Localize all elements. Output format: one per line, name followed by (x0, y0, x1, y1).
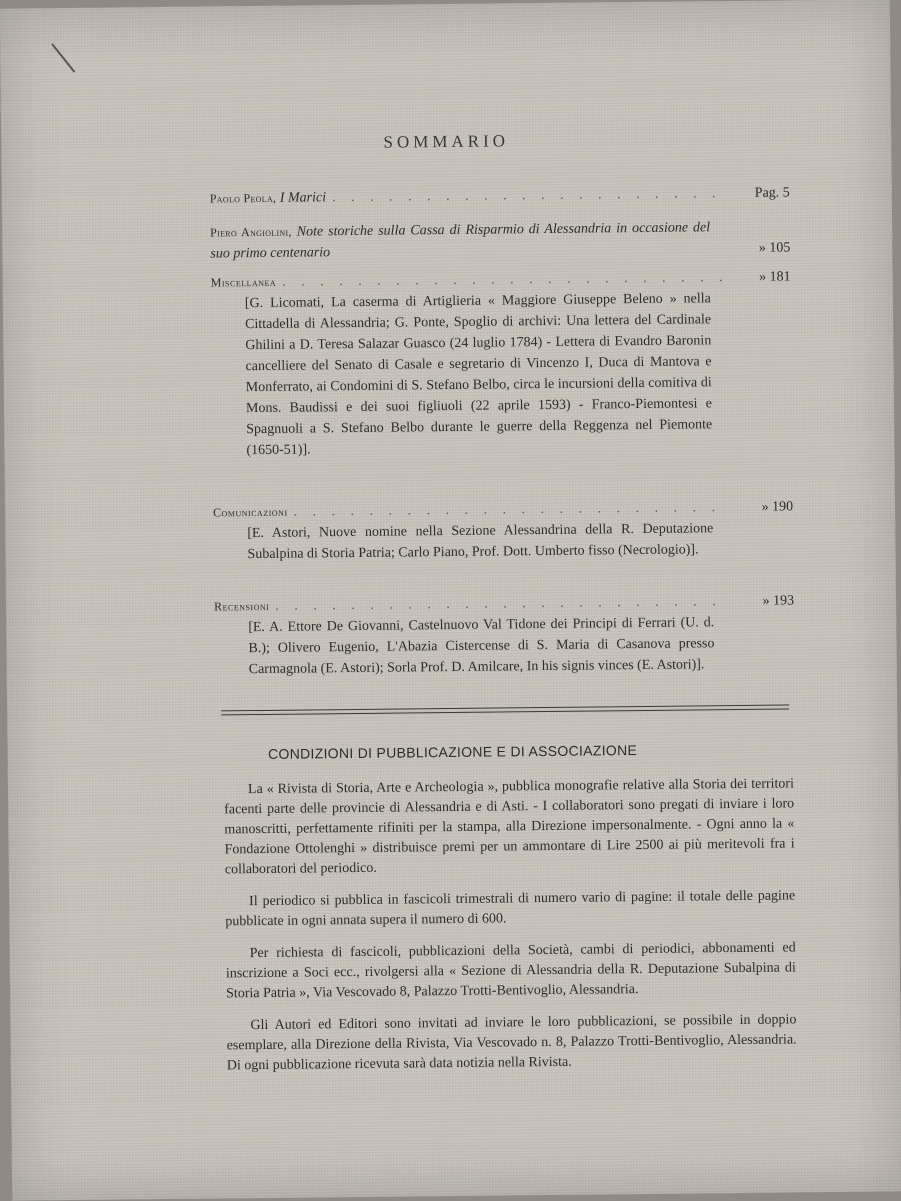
toc-page: » 190 (761, 499, 794, 515)
toc-page: » 105 (758, 240, 791, 256)
leader-dots (332, 183, 722, 208)
section-heading: Recensioni (213, 598, 270, 614)
section-detail: [E. Astori, Nuove nomine nella Sezione Alessandrina della R. Deputazione Subalpina di Storia Patria; Carlo Piano, Prof. Dott. Umberto fisso (Necrologio)]. (247, 521, 714, 563)
conditions-paragraph: Per richiesta di fascicoli, pubblicazioni della Società, cambi di periodici, abbonamenti ed inscrizione a Soci ecc., rivolgersi alla « Sezione di Alessandria della R. Deputazione Subalpina di Storia Patria », Via Vescovado 8, Palazzo Trotti-Bentivoglio, Alessandria. (225, 940, 796, 1002)
toc-entry-peola (210, 182, 790, 209)
pen-mark (51, 43, 75, 72)
toc-author: Paolo Peola, (209, 190, 277, 206)
toc-author: Piero Angiolini, (210, 224, 292, 240)
toc-entry-comunicazioni (213, 496, 794, 565)
toc-page: Pag. 5 (754, 185, 790, 201)
toc-entry-miscellanea (211, 266, 793, 461)
conditions-paragraph: Gli Autori ed Editori sono invitati ad inviare le loro pubblicazioni, se possibile in doppio esemplare, alla Direzione della Rivista, Via Vescovado n. 8, Palazzo Trotti-Bentivoglio, Alessandria. Di ogni pubblicazione ricevuta sarà data notizia nella Rivista. (226, 1012, 797, 1074)
toc-title: Note storiche sulla Cassa di Risparmio di Alessandria in occasione del suo primo centenario (210, 220, 711, 262)
conditions-paragraph: La « Rivista di Storia, Arte e Archeologia », pubblica monografie relative alla Storia dei territori facenti parte delle provincie di Alessandria e di Asti. - I collaboratori sono pregati di inviare i loro manoscritti, perfettamente rifiniti per la stampa, alla Direzione impersonalmente. - Ogni anno la « Fondazione Ottolenghi » distribuisce premi per un ammontare di Lire 2500 ai più meritevoli fra i collaboratori del periodico. (224, 776, 795, 878)
page-title: SOMMARIO (383, 131, 510, 152)
conditions-title: CONDIZIONI DI PUBBLICAZIONE E DI ASSOCIAZIONE (268, 742, 638, 762)
toc-title: I Marici (279, 190, 327, 206)
section-heading: Comunicazioni (212, 504, 288, 520)
toc-entry-angiolini (210, 216, 790, 264)
section-detail: [G. Licomati, La caserma di Artiglieria « Maggiore Giuseppe Beleno » nella Cittadella di Alessandria; G. Ponte, Spoglio di archivi: Una lettera del Cardinale Ghilini a D. Teresa Salazar Guasco (24 luglio 1784) - Lettera di Evandro Baronin cancelliere del Senato di Casale e segretario di Vincenzo I, Duca di Mantova e Monferrato, ai Condomini di S. Stefano Belbo, circa le incursioni della comitiva di Mons. Baudissi e dei suoi figliuoli (22 aprile 1593) - Franco-Piemontesi e Spagnuoli a S. Stefano Belbo durante le guerre della Reggenza nel Piemonte (1650-51)]. (244, 291, 713, 459)
toc-page: » 193 (762, 593, 795, 609)
toc-page: » 181 (759, 269, 791, 285)
double-rule-divider (221, 704, 789, 715)
conditions-paragraph: Il periodico si pubblica in fascicoli trimestrali di numero vario di pagine: il totale delle pagine pubblicate in ogni annata supera il numero di 600. (225, 888, 796, 930)
section-detail: [E. A. Ettore De Giovanni, Castelnuovo Val Tidone dei Principi di Ferrari (U. d. B.); Olivero Eugenio, L'Abazia Cistercense di S. Maria di Casanova presso Carmagnola (E. Astori); Sorla Prof. D. Amilcare, In his signis vinces (E. Astori)]. (248, 615, 715, 678)
conditions-body (224, 774, 797, 1088)
toc-entry-recensioni (214, 590, 795, 680)
section-heading: Miscellanea (210, 274, 277, 290)
